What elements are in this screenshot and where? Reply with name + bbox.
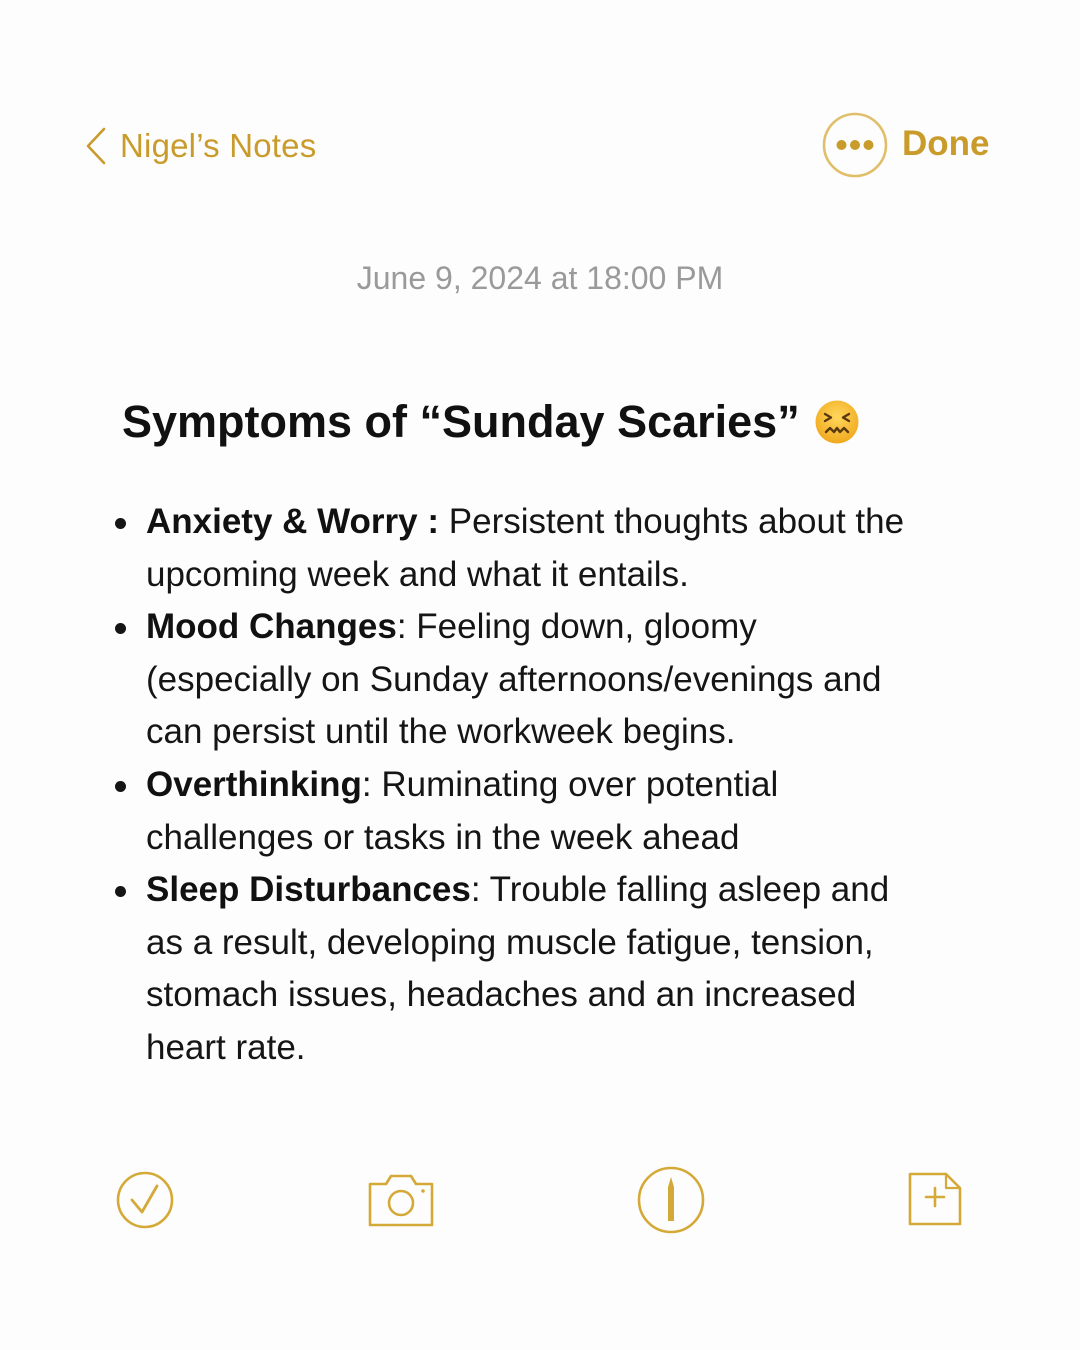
symptom-description: : Ruminating over potential challenges or tasks in the week ahead [146,764,779,857]
symptom-term: Mood Changes [146,607,397,647]
symptom-description: : Feeling down, gloomy (especially on Sunday afternoons/evenings and can persist until the workweek begins. [146,607,882,752]
symptom-term: Anxiety & Worry : [146,502,440,541]
back-button[interactable] [84,122,316,170]
symptom-description: : Trouble falling asleep and as a result, developing muscle fatigue, tension, stomach issues, headaches and an increased heart rate. [146,870,890,1067]
bullet-point [115,886,126,897]
camera-icon[interactable] [366,1170,436,1230]
more-options-icon[interactable] [822,112,888,178]
markup-pen-icon[interactable] [636,1165,706,1235]
chevron-left-icon [84,126,110,166]
confounded-face-icon [814,399,860,445]
note-title: Symptoms of “Sunday Scaries” [122,396,800,447]
done-button[interactable]: Done [902,124,990,163]
symptom-term: Overthinking [146,764,362,804]
list-item [110,759,910,864]
note-timestamp: June 9, 2024 at 18:00 PM [356,260,724,296]
symptom-list[interactable] [110,496,910,1075]
symptom-term: Sleep Disturbances [146,870,471,910]
note-title-row[interactable] [122,396,860,448]
compose-note-icon[interactable] [904,1168,966,1230]
back-label: Nigel’s Notes [120,127,317,164]
bullet-point [115,623,126,634]
list-item [110,864,910,1074]
symptom-description: Persistent thoughts about the upcoming week and what it entails. [146,502,905,594]
list-item [110,601,910,759]
checklist-icon[interactable] [115,1170,175,1230]
bullet-point [115,518,126,529]
list-item [110,496,910,601]
bullet-point [115,781,126,792]
